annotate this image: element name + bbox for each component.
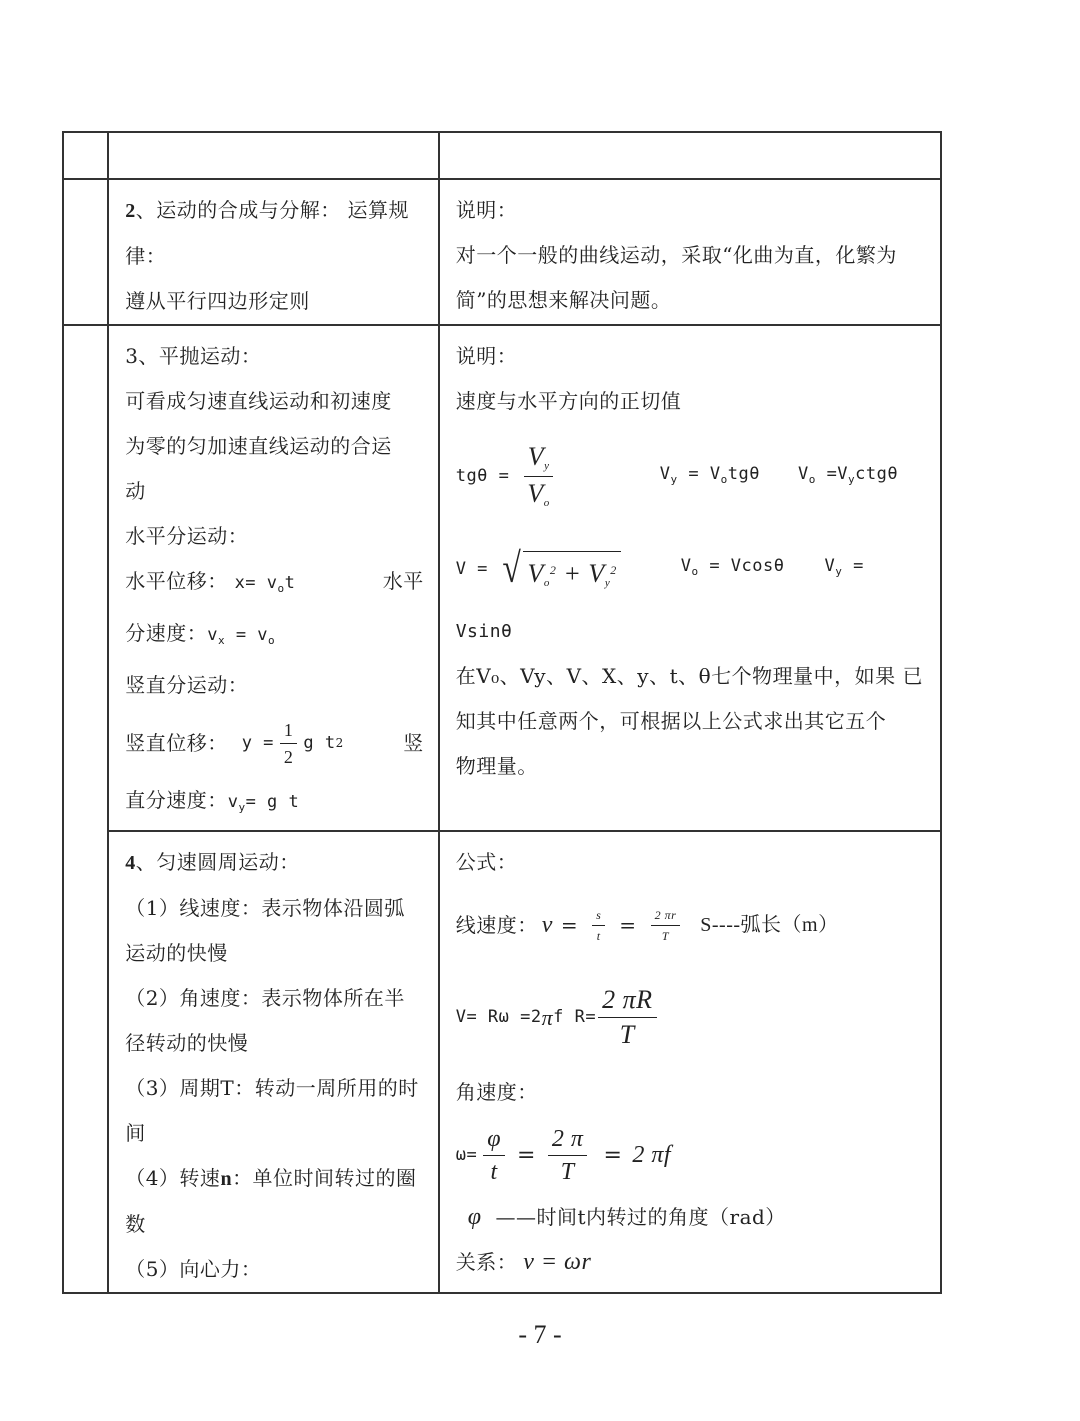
formula: v = ωr: [523, 1249, 592, 1275]
cell-motion-composition-note: [439, 179, 941, 325]
text-line: 对一个一般的曲线运动，采取“化曲为直，化繁为: [455, 243, 897, 267]
text-line: 知其中任意两个，可根据以上公式求出其它五个: [455, 709, 887, 733]
fraction-denominator: t: [490, 1158, 498, 1185]
text-line: 水平: [382, 569, 424, 593]
text-line: 径转动的快慢: [125, 1031, 249, 1055]
formula: =: [619, 912, 637, 937]
horizontal-velocity: [125, 611, 424, 663]
formula: Vsinθ: [455, 621, 513, 642]
text-line: （2）角速度：表示物体所在半: [125, 986, 405, 1010]
formula: ctgθ: [855, 463, 899, 484]
phi-definition: [456, 1195, 926, 1240]
fraction-denominator: 2: [283, 746, 294, 767]
sqrt-icon: √: [502, 546, 522, 592]
side-char: [64, 625, 107, 717]
superscript: 2: [549, 562, 557, 577]
fraction-denominator: T: [619, 1020, 635, 1049]
text-line: 律：: [125, 244, 167, 268]
subscript: o: [720, 472, 728, 486]
text-line: 物理量。: [455, 754, 538, 778]
item-title: 、运动的合成与分解： 运算规: [135, 198, 410, 222]
formula: V= Rω =2: [455, 1007, 542, 1027]
formula-note: ——时间t内转过的角度（rad）: [495, 1205, 786, 1229]
subscript: x: [217, 634, 226, 647]
table-row-projectile: [63, 325, 941, 831]
text-line: 水平分运动：: [125, 524, 249, 548]
fraction-denominator: T: [661, 928, 669, 943]
formula: = V: [677, 463, 721, 484]
formula: v: [227, 792, 239, 812]
horizontal-displacement: [125, 559, 424, 611]
formula: v: [541, 911, 553, 938]
side-label-curvilinear-motion: [63, 325, 108, 1293]
vertical-displacement: [125, 708, 424, 778]
formula: =: [842, 556, 864, 576]
speed-formula: [456, 529, 926, 609]
formula: = v: [225, 625, 269, 645]
text-line: 竖直分运动：: [125, 673, 249, 697]
formula: tgθ: [727, 463, 760, 484]
subscript: y: [238, 801, 246, 814]
fraction-denominator: V: [527, 479, 544, 508]
formula: tgθ =: [455, 466, 510, 486]
formula: = g t: [245, 792, 300, 812]
subscript: o: [808, 472, 816, 486]
superscript: 2: [610, 562, 617, 577]
text-line: 简”的思想来解决问题。: [455, 288, 672, 312]
label: 线速度：: [455, 912, 538, 937]
label: （4）转速: [125, 1166, 221, 1190]
fraction-numerator: 2 π: [548, 1127, 588, 1156]
cell-motion-composition: [108, 179, 439, 325]
label: 角速度：: [455, 1080, 538, 1104]
table-row-motion-composition: [63, 179, 941, 325]
label: 关系：: [455, 1250, 518, 1274]
symbol: n: [220, 1168, 233, 1190]
formula: + V: [556, 558, 605, 588]
text-line: [125, 1156, 424, 1202]
label: 分速度：: [125, 621, 208, 645]
vertical-velocity: [125, 778, 424, 830]
formula: f R=: [553, 1007, 597, 1027]
subscript: o: [543, 576, 550, 589]
formula: V: [659, 463, 671, 484]
fraction-numerator: 1: [280, 721, 298, 744]
text-line: 为零的匀加速直线运动的合运: [125, 434, 392, 458]
page-number: - 7 -: [518, 1320, 562, 1349]
cell-circular-motion: [108, 831, 439, 1293]
fraction-numerator: s: [592, 909, 605, 926]
formula: y =: [241, 732, 274, 753]
cell-projectile: [108, 325, 439, 831]
note-heading: 说明：: [455, 344, 518, 368]
cell-empty: [63, 132, 108, 179]
formula: V: [824, 556, 836, 576]
item-title: 3、平抛运动：: [125, 344, 262, 368]
velocity-relation-formula: [456, 965, 926, 1070]
tangent-formula: [456, 424, 926, 529]
fraction-denominator: T: [560, 1158, 575, 1185]
note-heading: 说明：: [455, 198, 518, 222]
fraction-numerator: 2 πr: [651, 909, 681, 926]
label: ：单位时间转过的圈: [232, 1166, 417, 1190]
fraction-numerator: φ: [483, 1127, 505, 1156]
text-line: 运动的快慢: [125, 941, 228, 965]
subscript: y: [544, 460, 550, 472]
side-char: [64, 717, 107, 809]
fraction-denominator: t: [596, 928, 601, 943]
subscript: y: [835, 565, 843, 578]
cell-empty: [439, 132, 941, 179]
text-line: 数: [125, 1212, 146, 1236]
linear-velocity-formula: [456, 885, 926, 965]
text-line: 间: [125, 1121, 146, 1145]
item-number: 2: [125, 200, 136, 222]
text-line: 竖: [403, 730, 424, 755]
formula: = Vcosθ: [698, 556, 785, 576]
fraction-numerator: 2 πR: [598, 987, 656, 1018]
subscript: o: [543, 497, 550, 509]
subscript: y: [848, 472, 856, 486]
table-row-empty-header: [63, 132, 941, 179]
label: 直分速度：: [125, 788, 228, 812]
formula: V: [797, 463, 809, 484]
subscript: y: [670, 472, 678, 486]
text-line: 遵从平行四边形定则: [125, 289, 310, 313]
side-char: [64, 901, 107, 993]
formula: V: [680, 556, 692, 576]
formula: 2 πf: [632, 1141, 672, 1168]
item-number: 4: [125, 852, 136, 874]
notes-table: [62, 131, 942, 1294]
formula: t: [284, 573, 296, 593]
text-line: 在V₀、Vy、V、X、y、t、θ七个物理量中，如果 已: [455, 664, 924, 688]
text-line: 可看成匀速直线运动和初速度: [125, 389, 392, 413]
text-line: （5）向心力：: [125, 1257, 262, 1281]
table-row-circular-motion: [63, 831, 941, 1293]
formula: ω=: [455, 1144, 478, 1165]
formula-note: S----弧长（m）: [700, 913, 839, 936]
formula: v: [207, 625, 218, 645]
text-line: 动: [125, 479, 146, 503]
cell-empty: [108, 132, 439, 179]
item-title: 、匀速圆周运动：: [135, 850, 300, 874]
subscript: o: [277, 582, 285, 595]
fraction-numerator: V: [527, 442, 545, 471]
cell-circular-motion-formulas: [439, 831, 941, 1293]
note-heading: 公式：: [455, 850, 518, 874]
side-char: [64, 809, 107, 901]
text-line: （3）周期T：转动一周所用的时: [125, 1076, 419, 1100]
superscript: 2: [335, 735, 344, 750]
formula: =: [560, 912, 579, 937]
text-line: 速度与水平方向的正切值: [455, 389, 682, 413]
label: 水平位移：: [125, 569, 228, 593]
cell-empty: [63, 179, 108, 325]
subscript: o: [268, 634, 276, 647]
subscript: y: [604, 576, 611, 589]
formula: x= v: [234, 573, 278, 593]
relation: [456, 1240, 926, 1285]
subscript: o: [691, 565, 699, 578]
angular-velocity-formula: ω= $\frac{\varphi}{t}$ = $\frac{2 \pi}{T}$ = 2 πf: [455, 1125, 672, 1185]
formula: g t: [303, 732, 336, 753]
formula: π: [541, 1005, 554, 1030]
cell-projectile-note: [439, 325, 941, 831]
text-line: （1）线速度：表示物体沿圆弧: [125, 896, 405, 920]
formula: V =: [455, 558, 488, 579]
formula: =V: [815, 463, 849, 484]
formula: V: [527, 558, 544, 588]
label: 竖直位移：: [125, 730, 228, 755]
formula: φ: [467, 1204, 482, 1230]
